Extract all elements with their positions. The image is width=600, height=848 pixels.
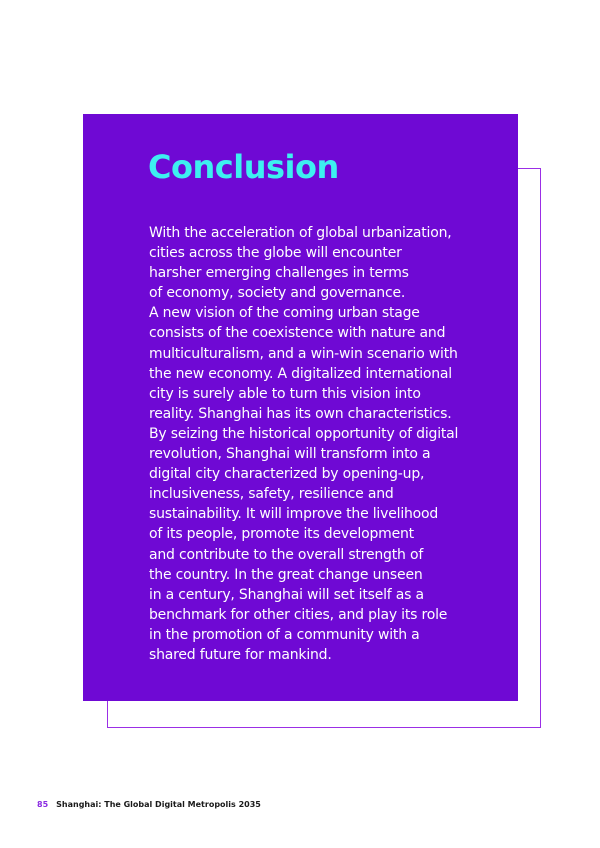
body-line: in a century, Shanghai will set itself as a <box>149 586 424 603</box>
body-line: benchmark for other cities, and play its role <box>149 606 448 623</box>
body-line: digital city characterized by opening-up, <box>149 466 425 483</box>
body-line: By seizing the historical opportunity of digital <box>149 425 459 442</box>
section-title: Conclusion <box>148 148 339 186</box>
body-line: cities across the globe will encounter <box>149 245 402 262</box>
publication-title: Shanghai: The Global Digital Metropolis 2035 <box>56 800 261 809</box>
body-line: inclusiveness, safety, resilience and <box>149 486 394 503</box>
body-line: harsher emerging challenges in terms <box>149 265 409 282</box>
body-line: city is surely able to turn this vision into <box>149 385 421 402</box>
body-line: of economy, society and governance. <box>149 285 406 302</box>
page-footer <box>37 800 261 809</box>
body-line: the new economy. A digitalized international <box>149 365 452 382</box>
body-line: reality. Shanghai has its own characteristics. <box>149 405 452 422</box>
body-line: shared future for mankind. <box>149 646 332 663</box>
body-line: consists of the coexistence with nature and <box>149 325 446 342</box>
conclusion-panel <box>83 114 518 701</box>
body-line: of its people, promote its development <box>149 526 414 543</box>
page-number: 85 <box>37 800 49 809</box>
body-line: A new vision of the coming urban stage <box>149 305 420 322</box>
body-line: the country. In the great change unseen <box>149 566 423 583</box>
conclusion-body-text <box>149 223 479 665</box>
body-line: revolution, Shanghai will transform into a <box>149 446 431 463</box>
body-line: With the acceleration of global urbanization, <box>149 225 452 241</box>
body-line: multiculturalism, and a win-win scenario with <box>149 345 458 362</box>
body-line: and contribute to the overall strength of <box>149 546 424 563</box>
body-line: in the promotion of a community with a <box>149 626 420 643</box>
body-line: sustainability. It will improve the livelihood <box>149 506 439 523</box>
